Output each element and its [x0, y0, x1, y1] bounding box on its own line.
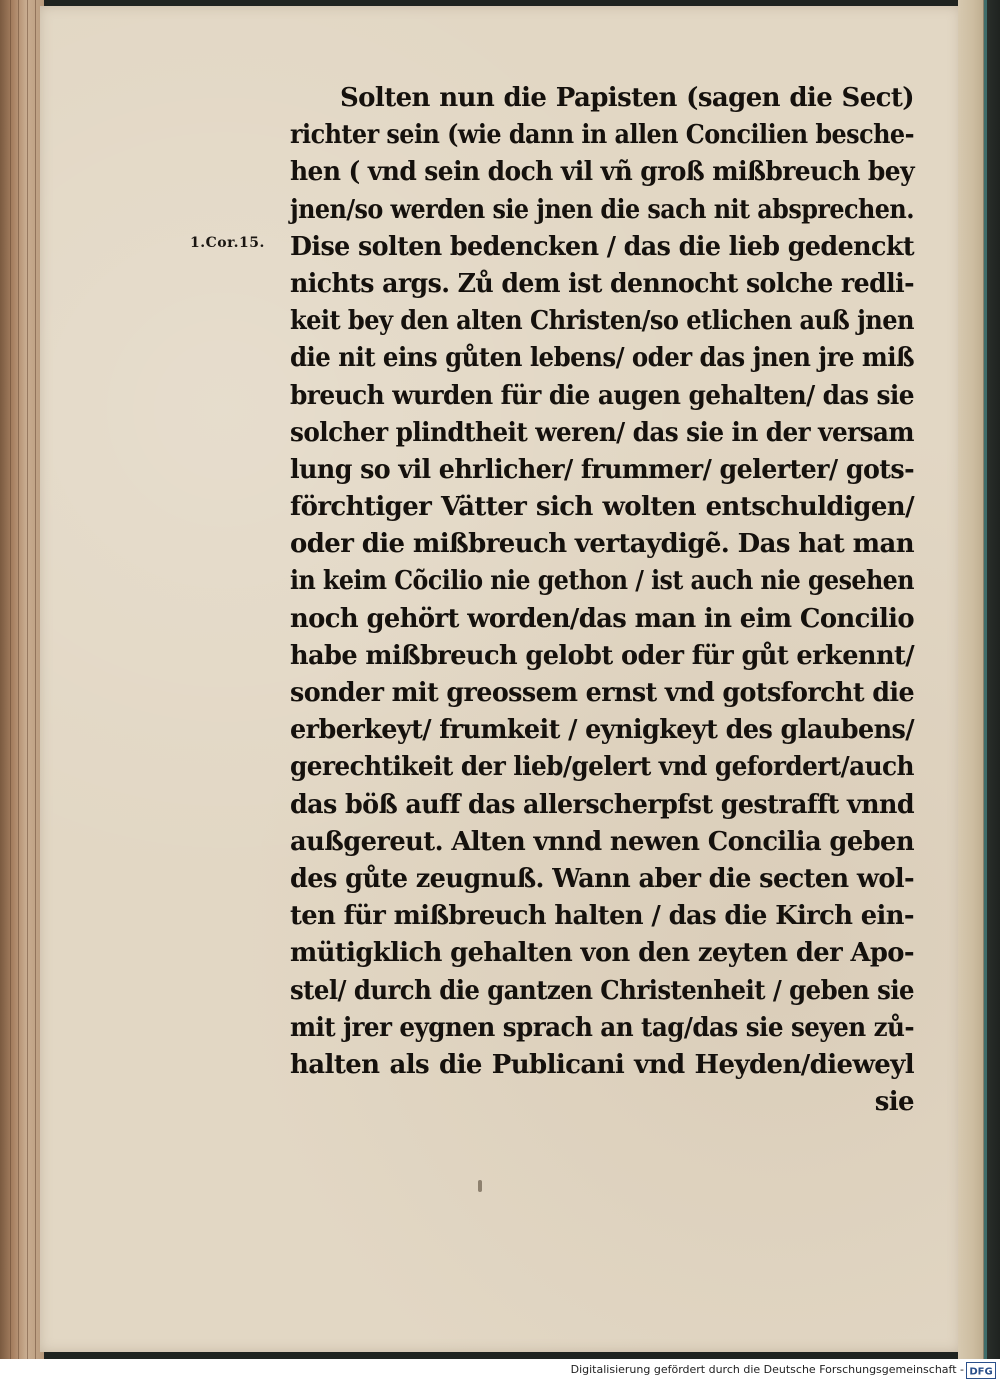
- text-line: nichts args. Zů dem ist dennocht solche redli-: [290, 268, 915, 299]
- binding-strip: [984, 0, 987, 1359]
- text-line: keit bey den alten Christen/so etlichen auß jnen: [290, 306, 914, 337]
- marginal-note: 1.Cor.15.: [190, 235, 265, 251]
- left-page-edge: [0, 0, 44, 1359]
- text-line: außgereut. Alten vnnd newen Concilia geben: [290, 826, 914, 857]
- text-line: gerechtikeit der lieb/gelert vnd gefordert/auch: [290, 752, 914, 783]
- text-line: sonder mit greossem ernst vnd gotsforcht die: [290, 678, 915, 708]
- text-line: Solten nun die Papisten (sagen die Sect): [340, 83, 914, 113]
- text-line: richter sein (wie dann in allen Concilien besche-: [290, 120, 914, 151]
- paper-stain: [478, 1180, 482, 1192]
- text-line: des gůte zeugnuß. Wann aber die secten wol-: [290, 863, 914, 894]
- text-line: förchtiger Vätter sich wolten entschuldigen/: [290, 492, 914, 523]
- text-line: breuch wurden für die augen gehalten/ das sie: [290, 380, 915, 411]
- right-page-edge: [958, 0, 1000, 1359]
- text-line: sie: [874, 1087, 914, 1118]
- dfg-logo-text: DFG: [969, 1366, 993, 1378]
- text-line: mütigklich gehalten von den zeyten der Apo-: [290, 938, 915, 969]
- text-line: lung so vil ehrlicher/ frummer/ gelerter/ gots-: [290, 454, 915, 485]
- text-line: oder die mißbreuch vertaydigẽ. Das hat man: [290, 529, 915, 560]
- text-line: solcher plindtheit weren/ das sie in der versam: [290, 417, 914, 448]
- text-line: in keim Cõcilio nie gethon / ist auch nie gesehen: [290, 566, 914, 597]
- text-line: hen ( vnd sein doch vil vñ groß mißbreuch bey: [290, 157, 914, 188]
- text-line: die nit eins gůten lebens/ oder das jnen jre miß: [290, 343, 915, 374]
- text-line: noch gehört worden/das man in eim Concilio: [290, 603, 914, 634]
- text-line: mit jrer eygnen sprach an tag/das sie seyen zů-: [290, 1012, 915, 1043]
- footer-bar: [0, 1359, 1000, 1381]
- text-line: stel/ durch die gantzen Christenheit / geben sie: [290, 975, 914, 1006]
- text-line: Dise solten bedencken / das die lieb gedenckt: [290, 231, 915, 262]
- body-text: [290, 80, 914, 1121]
- text-line: jnen/so werden sie jnen die sach nit absprechen.: [290, 194, 914, 225]
- text-line: das böß auff das allerscherpfst gestrafft vnnd: [290, 789, 915, 820]
- dfg-logo: [966, 1362, 996, 1379]
- text-line: erberkeyt/ frumkeit / eynigkeyt des glaubens/: [290, 715, 915, 746]
- text-line: ten für mißbreuch halten / das die Kirch ein-: [290, 901, 914, 932]
- text-line: halten als die Publicani vnd Heyden/dieweyl: [290, 1049, 914, 1080]
- funding-credit: Digitalisierung gefördert durch die Deutsche Forschungsgemeinschaft -: [570, 1363, 964, 1376]
- text-line: habe mißbreuch gelobt oder für gůt erkennt/: [290, 640, 915, 671]
